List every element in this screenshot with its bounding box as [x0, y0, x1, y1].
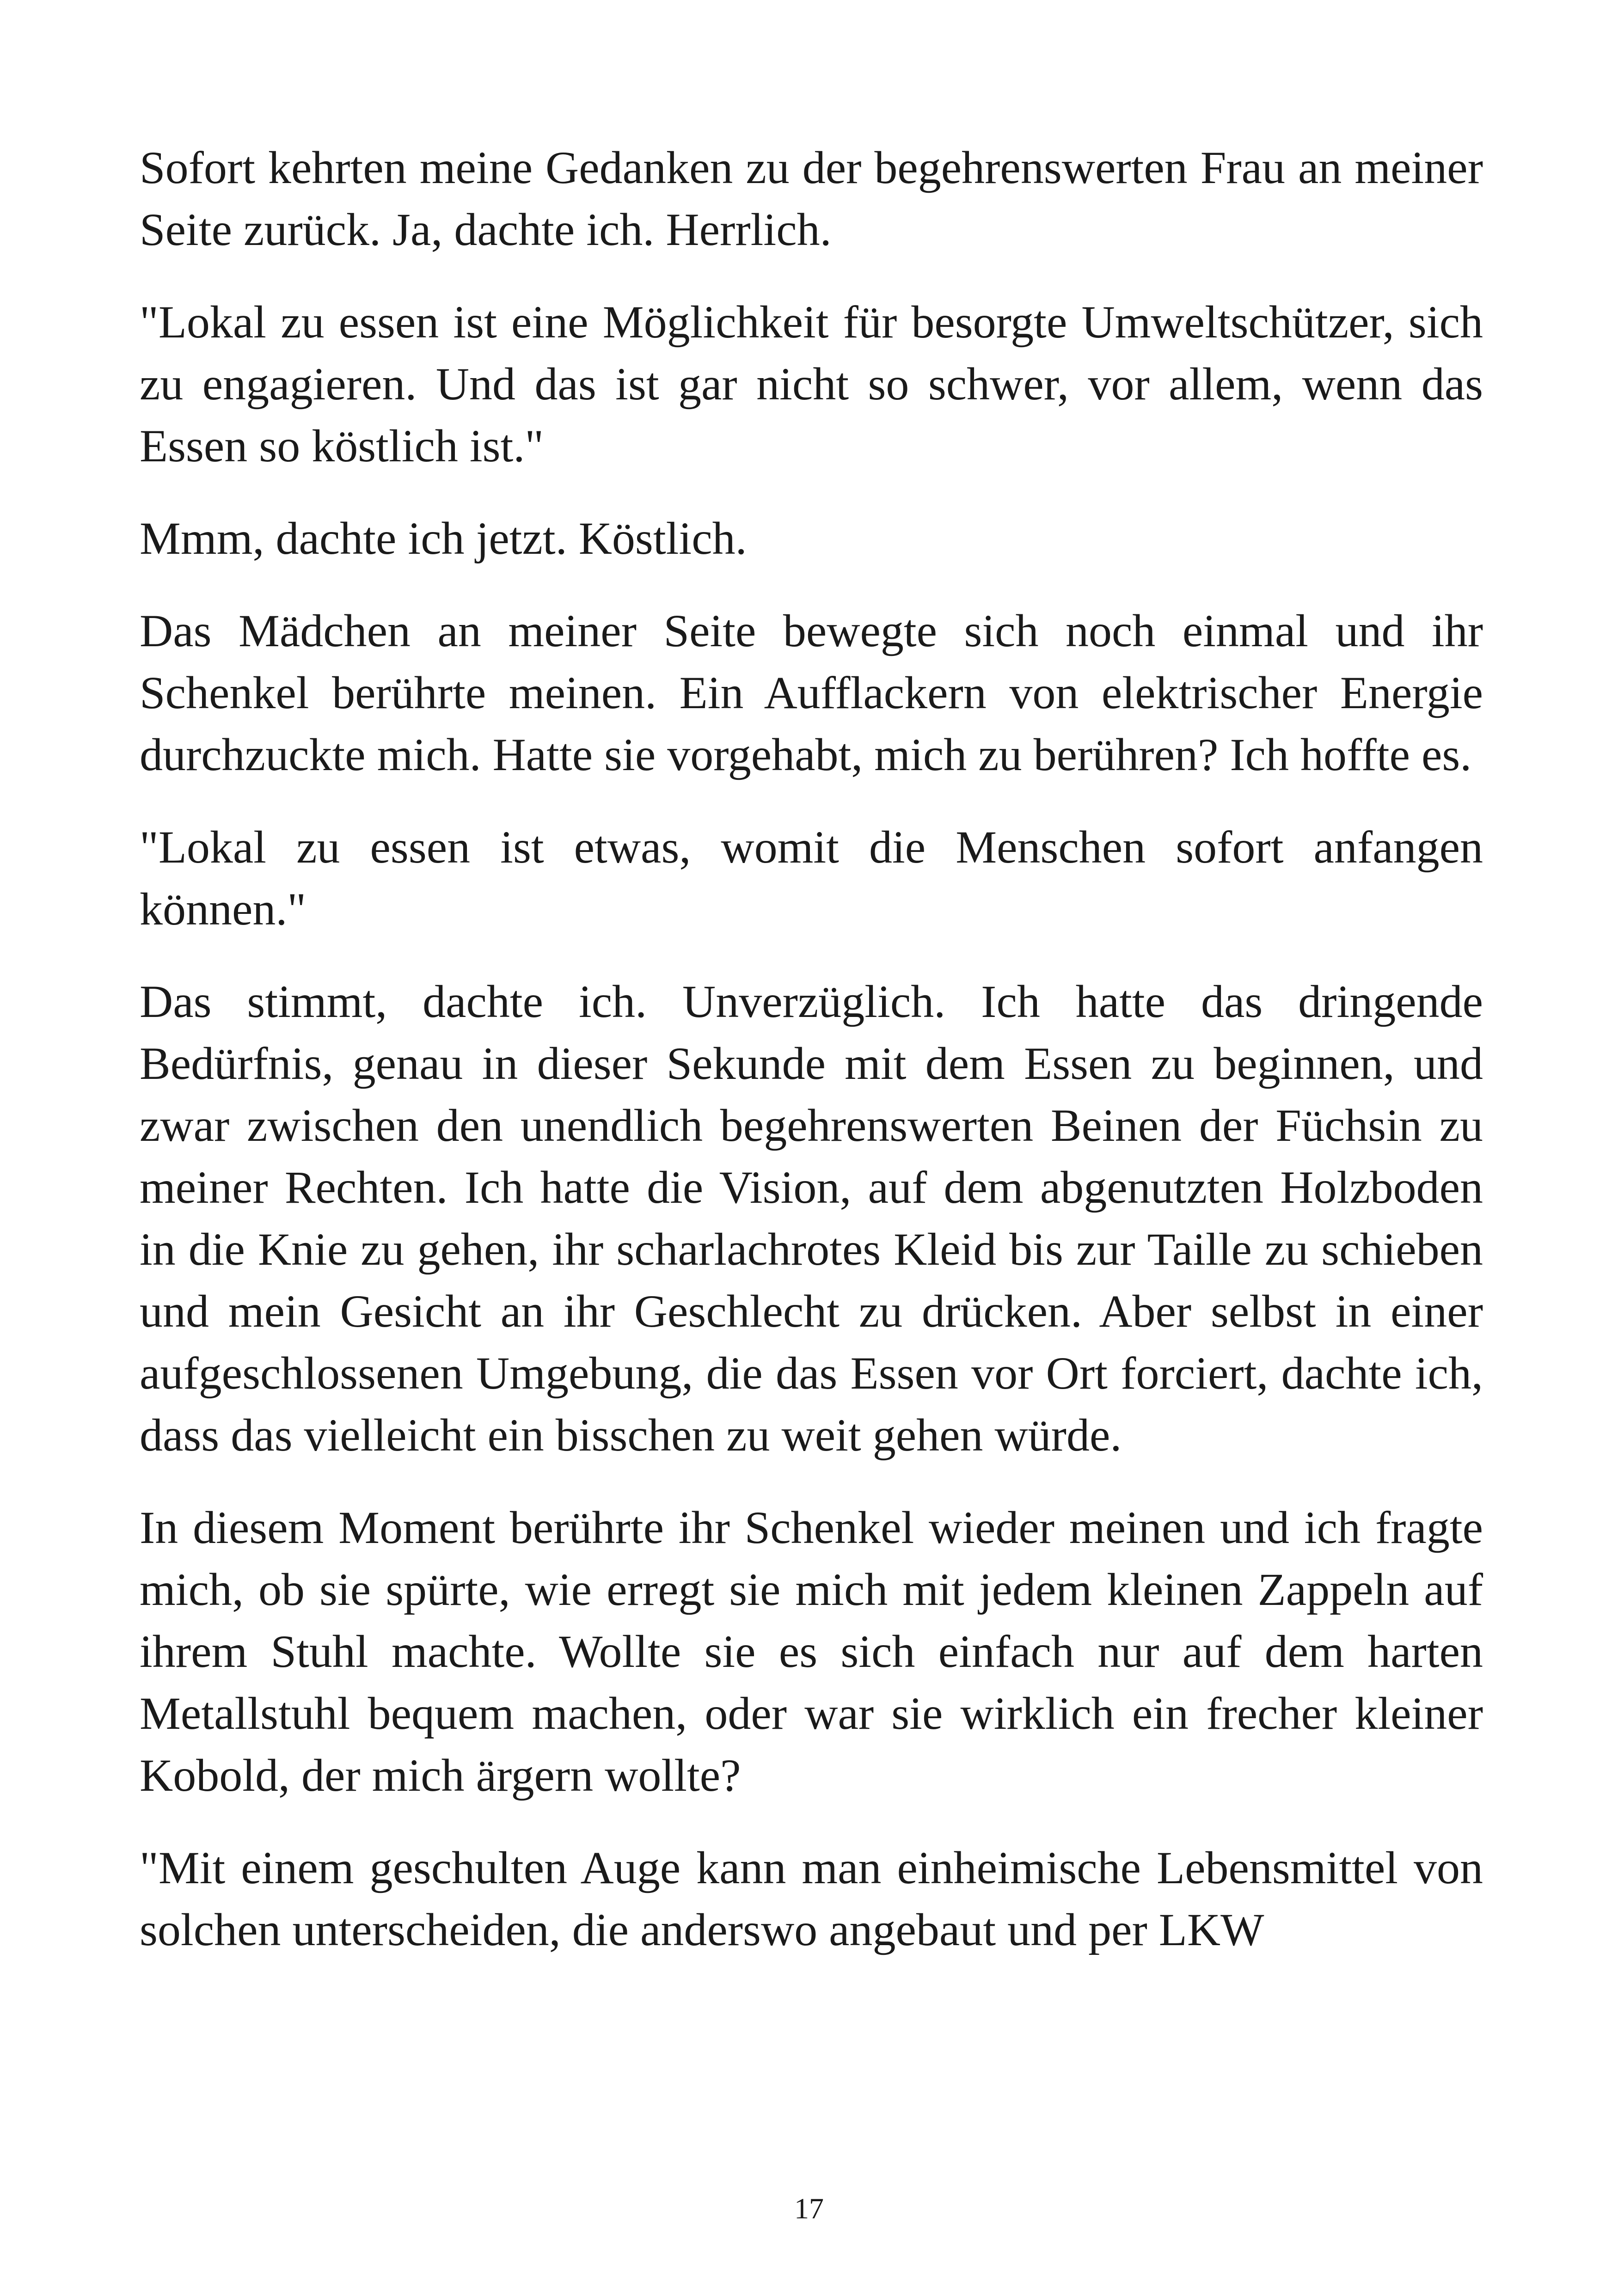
paragraph: Mmm, dachte ich jetzt. Köstlich. [140, 513, 747, 564]
paragraph: "Lokal zu essen ist eine Möglichkeit für besorgte Umweltschützer, sich zu engagieren. Und das ist gar nicht so schwer, vor allem, wenn das Essen so köstlich ist." [140, 296, 1483, 471]
body-text [140, 137, 1483, 1991]
paragraph: Sofort kehrten meine Gedanken zu der begehrenswerten Frau an meiner Seite zurück. Ja, dachte ich. Herrlich. [140, 142, 1483, 255]
page-number: 17 [794, 2192, 824, 2225]
paragraph: Das Mädchen an meiner Seite bewegte sich noch einmal und ihr Schenkel berührte meinen. Ein Aufflackern von elektrischer Energie durchzuckte mich. Hatte sie vorgehabt, mich zu berühren? Ich hoffte es. [140, 605, 1483, 780]
paragraph: "Mit einem geschulten Auge kann man einheimische Lebensmittel von solchen unterscheiden, die anderswo angebaut und per LKW [140, 1842, 1483, 1955]
paragraph: In diesem Moment berührte ihr Schenkel wieder meinen und ich fragte mich, ob sie spürte, wie erregt sie mich mit jedem kleinen Zappeln auf ihrem Stuhl machte. Wollte sie es sich einfach nur auf dem harten Metallstuhl bequem machen, oder war sie wirklich ein frecher kleiner Kobold, der mich ärgern wollte? [140, 1502, 1483, 1801]
paragraph: Das stimmt, dachte ich. Unverzüglich. Ich hatte das dringende Bedürfnis, genau in dieser Sekunde mit dem Essen zu beginnen, und zwar zwischen den unendlich begehrenswerten Beinen der Füchsin zu meiner Rechten. Ich hatte die Vision, auf dem abgenutzten Holzboden in die Knie zu gehen, ihr scharlachrotes Kleid bis zur Taille zu schieben und mein Gesicht an ihr Geschlecht zu drücken. Aber selbst in einer aufgeschlossenen Umgebung, die das Essen vor Ort forciert, dachte ich, dass das vielleicht ein bisschen zu weit gehen würde. [140, 976, 1483, 1461]
paragraph: "Lokal zu essen ist etwas, womit die Menschen sofort anfangen können." [140, 821, 1483, 935]
